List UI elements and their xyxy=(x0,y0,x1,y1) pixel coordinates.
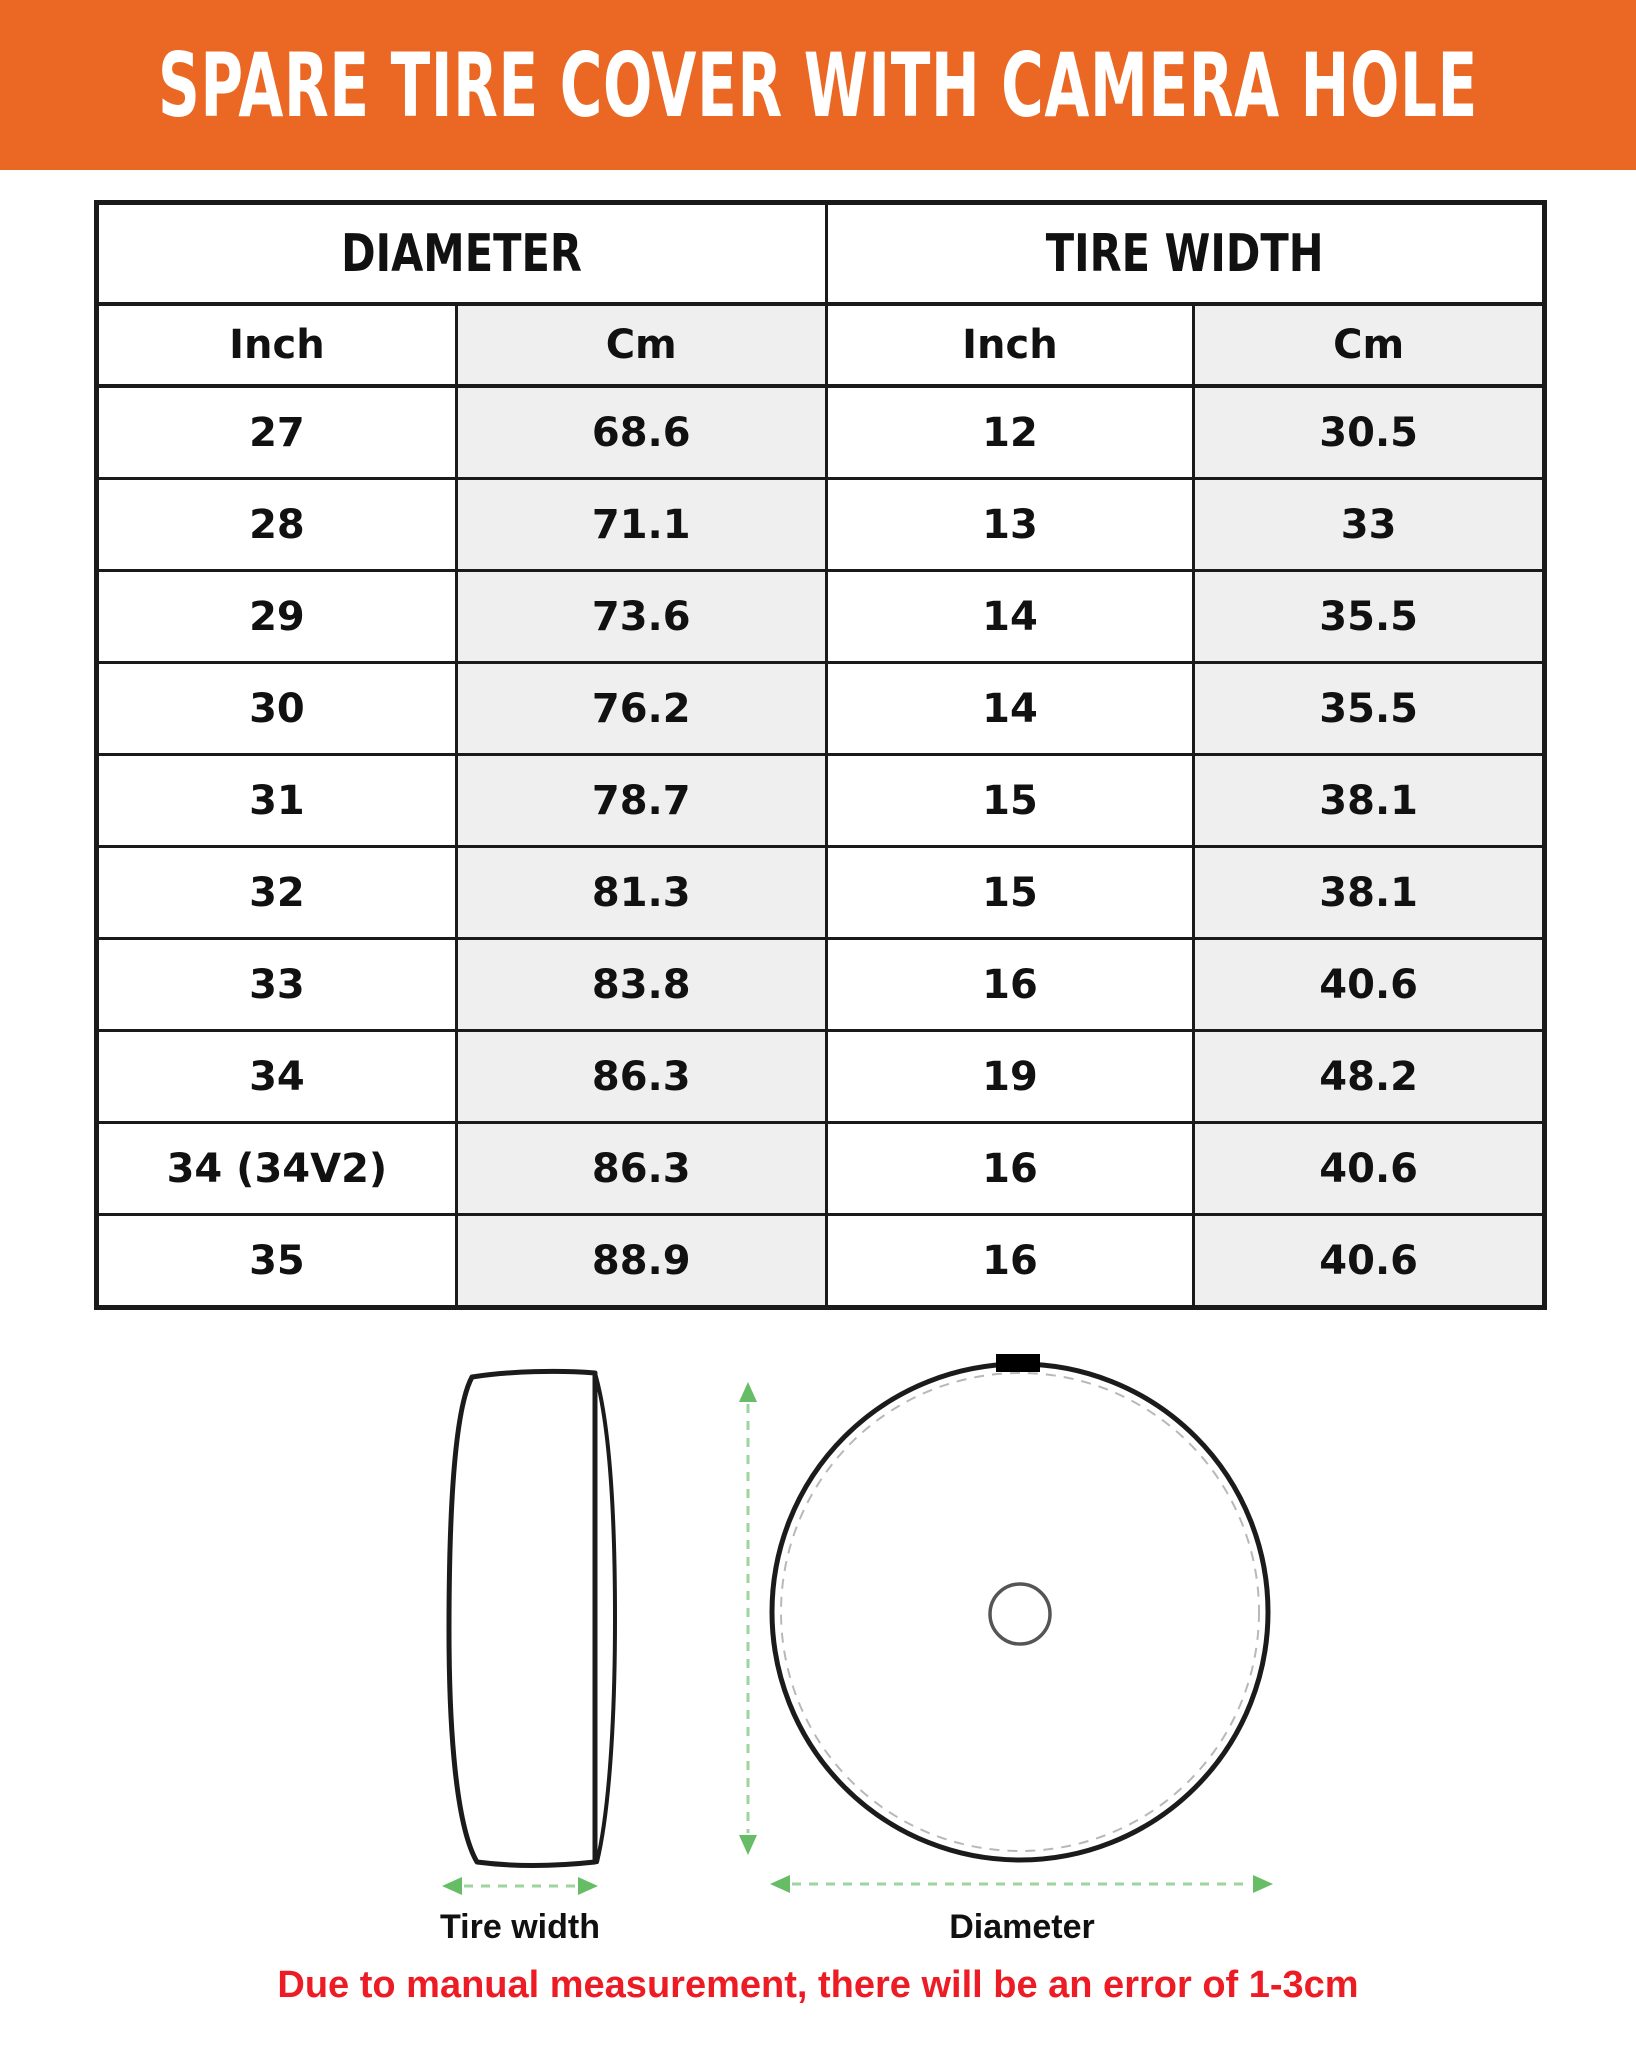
table-row xyxy=(97,663,1545,755)
tire-diagram xyxy=(0,1340,1636,1910)
table-cell: 71.1 xyxy=(456,479,826,571)
table-cell: 86.3 xyxy=(456,1123,826,1215)
table-cell: 38.1 xyxy=(1194,755,1545,847)
arrowhead-icon xyxy=(770,1875,790,1893)
table-cell: 73.6 xyxy=(456,571,826,663)
table-cell: 68.6 xyxy=(456,386,826,479)
tire-front-view xyxy=(772,1354,1268,1860)
table-cell: 16 xyxy=(826,1215,1194,1308)
table-cell: 33 xyxy=(1194,479,1545,571)
tire-width-label: Tire width xyxy=(440,1908,600,1946)
table-cell: 14 xyxy=(826,663,1194,755)
column-header-cm: Cm xyxy=(1194,304,1545,386)
group-header-diameter-label: DIAMETER xyxy=(341,223,583,284)
group-header-diameter xyxy=(97,203,827,305)
table-row xyxy=(97,847,1545,939)
table-cell: 40.6 xyxy=(1194,1123,1545,1215)
page-title: SPARE TIRE COVER WITH CAMERA HOLE xyxy=(158,33,1479,137)
table-group-header-row xyxy=(97,203,1545,305)
table-cell: 28 xyxy=(97,479,457,571)
arrowhead-icon xyxy=(578,1877,598,1895)
arrowhead-icon xyxy=(1253,1875,1273,1893)
table-cell: 12 xyxy=(826,386,1194,479)
table-cell: 48.2 xyxy=(1194,1031,1545,1123)
size-chart-table xyxy=(94,200,1547,1310)
arrowhead-icon xyxy=(739,1382,757,1402)
header-banner xyxy=(0,0,1636,170)
table-row xyxy=(97,939,1545,1031)
table-column-header-row xyxy=(97,304,1545,386)
table-cell: 34 xyxy=(97,1031,457,1123)
table-cell: 16 xyxy=(826,1123,1194,1215)
table-cell: 40.6 xyxy=(1194,1215,1545,1308)
table-cell: 81.3 xyxy=(456,847,826,939)
group-header-tire-width xyxy=(826,203,1544,305)
table-row xyxy=(97,386,1545,479)
table-cell: 35 xyxy=(97,1215,457,1308)
table-cell: 88.9 xyxy=(456,1215,826,1308)
tire-side-outline xyxy=(449,1371,595,1865)
table-row xyxy=(97,755,1545,847)
tire-side-view xyxy=(449,1371,615,1865)
table-cell: 13 xyxy=(826,479,1194,571)
tire-sidewall-line xyxy=(595,1373,615,1862)
measurement-error-note: Due to manual measurement, there will be an error of 1-3cm xyxy=(277,1964,1359,2006)
table-cell: 27 xyxy=(97,386,457,479)
table-row xyxy=(97,1031,1545,1123)
table-cell: 14 xyxy=(826,571,1194,663)
table-cell: 78.7 xyxy=(456,755,826,847)
camera-hole-marker xyxy=(996,1354,1040,1372)
table-cell: 34 (34V2) xyxy=(97,1123,457,1215)
arrowhead-icon xyxy=(442,1877,462,1895)
arrowhead-icon xyxy=(739,1835,757,1855)
table-cell: 86.3 xyxy=(456,1031,826,1123)
table-cell: 19 xyxy=(826,1031,1194,1123)
table-cell: 31 xyxy=(97,755,457,847)
table-row xyxy=(97,1123,1545,1215)
table-row xyxy=(97,479,1545,571)
column-header-inch: Inch xyxy=(826,304,1194,386)
table-cell: 15 xyxy=(826,755,1194,847)
table-cell: 76.2 xyxy=(456,663,826,755)
table-cell: 38.1 xyxy=(1194,847,1545,939)
table-cell: 30.5 xyxy=(1194,386,1545,479)
table-cell: 83.8 xyxy=(456,939,826,1031)
table-row xyxy=(97,1215,1545,1308)
table-cell: 35.5 xyxy=(1194,663,1545,755)
column-header-cm: Cm xyxy=(456,304,826,386)
table-cell: 40.6 xyxy=(1194,939,1545,1031)
table-row xyxy=(97,571,1545,663)
table-cell: 35.5 xyxy=(1194,571,1545,663)
table-cell: 29 xyxy=(97,571,457,663)
table-cell: 32 xyxy=(97,847,457,939)
size-table-body xyxy=(97,386,1545,1308)
group-header-tire-width-label: TIRE WIDTH xyxy=(1045,223,1324,284)
table-cell: 16 xyxy=(826,939,1194,1031)
table-cell: 30 xyxy=(97,663,457,755)
camera-hole-circle xyxy=(990,1584,1050,1644)
table-cell: 15 xyxy=(826,847,1194,939)
diameter-label: Diameter xyxy=(949,1908,1095,1946)
column-header-inch: Inch xyxy=(97,304,457,386)
table-cell: 33 xyxy=(97,939,457,1031)
